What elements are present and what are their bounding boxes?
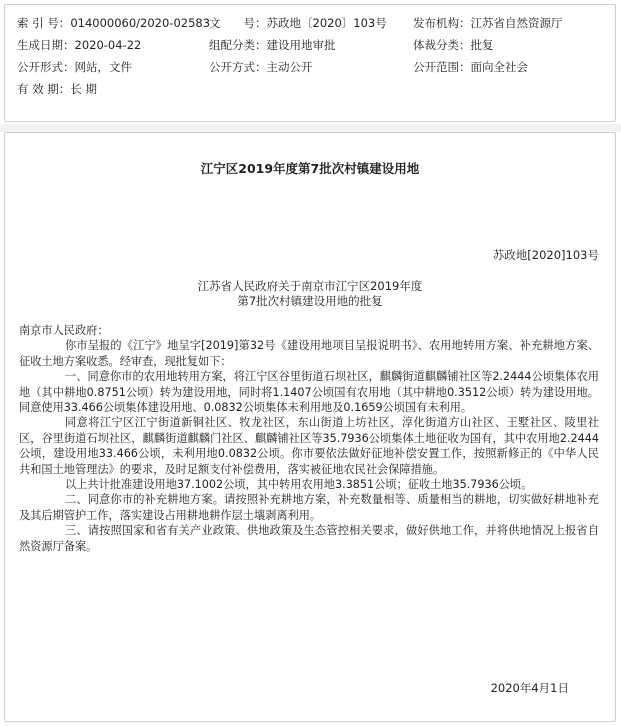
signature-date: 2020年4月1日 [490, 681, 569, 695]
approval-title-line-1: 江苏省人民政府关于南京市江宁区2019年度 [197, 279, 423, 293]
scope-label: 公开范围： [413, 60, 471, 74]
genre-value: 批复 [470, 38, 494, 52]
form-value: 网站，文件 [74, 60, 132, 74]
method-value: 主动公开 [266, 60, 313, 74]
paragraph: 一、同意你市的农用地转用方案，将江宁区谷里街道石坝社区，麒麟街道麒麟铺社区等2.2444公顷集体农用地（其中耕地0.8751公顷）转为建设用地，同时将1.1407公顷国有农用地（其中耕地0.3512公顷）转为建设用地。同意使用33.466公顷集体建设用地、0.0832公顷集体未利用地及0.1659公顷国有未利用。 [19, 370, 599, 415]
publication-form [17, 57, 132, 77]
paragraph: 同意将江宁区江宁街道新铜社区、牧龙社区，东山街道上坊社区，淳化街道方山社区、王墅社区、陵里社区，谷里街道石坝社区，麒麟街道麒麟门社区、麒麟铺社区等35.7936公顷集体土地征收为国有，其中农用地2.2444公顷，建设用地33.466公顷，未利用地0.0832公顷。你市要依法做好征地补偿安置工作，按照新修正的《中华人民共和国土地管理法》的要求，及时足额支付补偿费用，落实被征地农民社会保障措施。 [19, 416, 599, 476]
document-number [209, 13, 387, 33]
index-value: 014000060/2020-02583 [70, 16, 211, 30]
docno-value: 苏政地〔2020〕103号 [266, 16, 387, 30]
approval-body [19, 323, 599, 554]
document-body-panel [4, 132, 616, 722]
publisher-label: 发布机构： [413, 16, 471, 30]
publisher [413, 13, 563, 33]
approval-title-line-2: 第7批次村镇建设用地的批复 [237, 294, 383, 308]
publication-scope [413, 57, 528, 77]
validity [17, 79, 97, 99]
generated-date [17, 35, 141, 55]
salutation: 南京市人民政府： [19, 324, 109, 337]
category [209, 35, 336, 55]
publication-method [209, 57, 313, 77]
document-metadata-panel [4, 4, 616, 122]
meta-row-2 [5, 35, 615, 55]
scope-value: 面向全社会 [470, 60, 528, 74]
category-label: 组配分类： [209, 38, 267, 52]
genre [413, 35, 494, 55]
index-number [17, 13, 210, 33]
document-title: 江宁区2019年度第7批次村镇建设用地 [200, 161, 420, 176]
index-label: 索 引 号： [17, 16, 71, 30]
validity-value: 长 期 [70, 82, 97, 96]
meta-row-3 [5, 57, 615, 77]
meta-row-4 [5, 79, 615, 99]
form-label: 公开形式： [17, 60, 75, 74]
document-reference-number: 苏政地[2020]103号 [492, 248, 599, 262]
category-value: 建设用地审批 [266, 38, 336, 52]
validity-label: 有 效 期： [17, 82, 71, 96]
paragraph: 以上共计批准建设用地37.1002公顷，其中转用农用地3.3851公顷；征收土地35.7936公顷。 [65, 478, 533, 492]
method-label: 公开方式： [209, 60, 267, 74]
section-divider [0, 124, 621, 132]
paragraph: 你市呈报的《江宁》地呈字[2019]第32号《建设用地项目呈报说明书》、农用地转用方案、补充耕地方案、征收土地方案收悉。经审查，现批复如下： [19, 339, 599, 368]
date-value: 2020-04-22 [74, 38, 142, 52]
genre-label: 体裁分类： [413, 38, 471, 52]
publisher-value: 江苏省自然资源厅 [470, 16, 563, 30]
paragraph: 三、请按照国家和省有关产业政策、供地政策及生态管控相关要求，做好供地工作，并将供地情况上报省自然资源厅备案。 [19, 524, 599, 553]
docno-label: 文 号： [209, 16, 267, 30]
paragraph: 二、同意你市的补充耕地方案。请按照补充耕地方案，补充数量相等、质量相当的耕地，切实做好耕地补充及其后期管护工作，落实建设占用耕地耕作层土壤剥离利用。 [19, 493, 599, 522]
meta-row-1 [5, 13, 615, 33]
date-label: 生成日期： [17, 38, 75, 52]
